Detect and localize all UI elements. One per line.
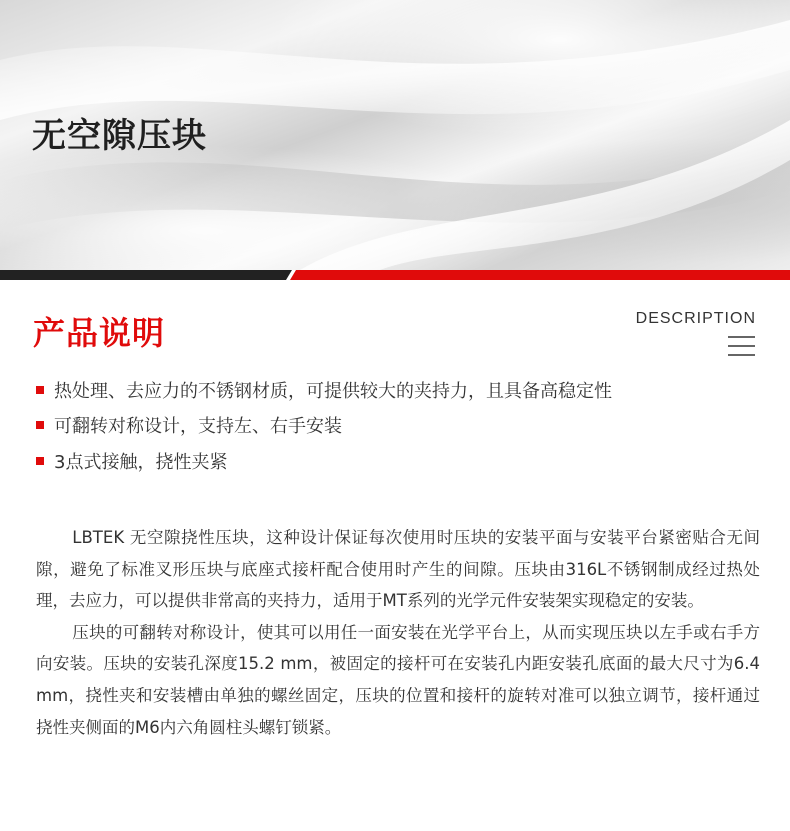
header-divider — [0, 270, 790, 282]
feature-text: 热处理、去应力的不锈钢材质，可提供较大的夹持力，且具备高稳定性 — [54, 380, 612, 402]
hero-banner — [0, 0, 790, 270]
section-title: 产品说明 — [33, 314, 166, 352]
hamburger-menu-icon[interactable] — [728, 336, 755, 356]
square-bullet-icon — [36, 457, 44, 465]
square-bullet-icon — [36, 386, 44, 394]
description-paragraph: 压块的可翻转对称设计，使其可以用任一面安装在光学平台上，从而实现压块以左手或右手方向安装。压块的安装孔深度15.2 mm，被固定的接杆可在安装孔内距安装孔底面的最大尺寸为6.4 mm，挠性夹和安装槽由单独的螺丝固定，压块的位置和接杆的旋转对准可以独立调节，接杆通过挠性夹侧面的M6内六角圆柱头螺钉锁紧。 — [36, 622, 777, 737]
feature-list — [36, 372, 612, 479]
description-paragraph: LBTEK 无空隙挠性压块，这种设计保证每次使用时压块的安装平面与安装平台紧密贴合无间隙，避免了标准叉形压块与底座式接杆配合使用时产生的间隙。压块由316L不锈钢制成经过热处理，去应力，可以提供非常高的夹持力，适用于MT系列的光学元件安装架实现稳定的安装。 — [36, 528, 760, 611]
feature-text: 可翻转对称设计，支持左、右手安装 — [54, 416, 342, 438]
description-body — [36, 522, 777, 743]
description-label: DESCRIPTION — [635, 310, 756, 327]
feature-item — [36, 443, 612, 479]
square-bullet-icon — [36, 421, 44, 429]
page-title: 无空隙压块 — [32, 116, 207, 156]
feature-item — [36, 408, 612, 444]
feature-item — [36, 372, 612, 408]
feature-text: 3点式接触，挠性夹紧 — [54, 451, 228, 473]
